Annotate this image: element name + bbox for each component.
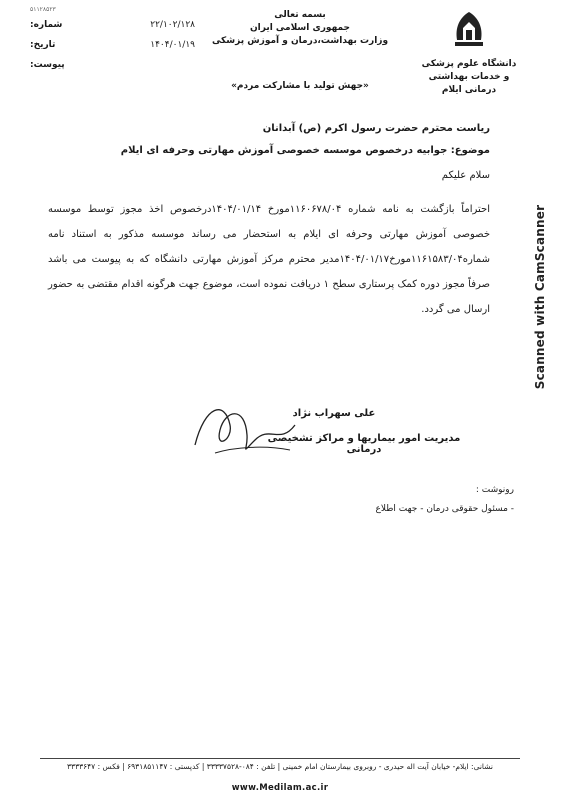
cc-item: - مسئول حقوقی درمان - جهت اطلاع	[375, 504, 514, 514]
basmala: بسمه تعالی	[274, 10, 326, 20]
university-name-line2: و خدمات بهداشتی درمانی ایلام	[428, 72, 510, 95]
number-value: ۲۲/۱۰۲/۱۲۸	[150, 20, 195, 30]
letter-body: احتراماً بازگشت به نامه شماره ۱۱۶۰۶۷۸/۰۴مورخ ۱۴۰۴/۰۱/۱۴درخصوص اخذ مجوز توسط موسسه خصوصی آموزش مهارتی وحرفه ای ایلام به استحضار می رساند موسسه مذکور به استناد نامه شماره۱۱۶۱۵۸۳/۰۴مورخ۱۴۰۴/۰۱/۱۷مدیر محترم مرکز آموزش مهارتی دانشگاه که به پیوست می باشد صرفاً مجوز دوره کمک پرستاری سطح ۱ دریافت نموده است، موضوع جهت هرگونه اقدام مقتضی به حضور ارسال می گردد.	[48, 204, 490, 315]
year-slogan: «جهش تولید با مشارکت مردم»	[231, 81, 369, 91]
meta-top-small: ۵۱۱۲۸۵۲۳	[30, 6, 56, 13]
footer-divider	[40, 758, 520, 759]
footer-address: نشانی: ایلام- خیابان آیت اله حیدری - روبروی بیمارستان امام خمینی | تلفن : ۰۸۴-۳۳۳۳۷۵۲۸ | کدپستی : ۶۹۳۱۸۵۱۱۴۷ | فکس : ۳۳۳۳۶۴۷	[67, 762, 493, 771]
meta-number-row	[30, 15, 195, 35]
footer-website: www.Medilam.ac.ir	[231, 783, 329, 793]
university-header	[414, 10, 524, 97]
university-logo-icon	[449, 10, 489, 50]
letterhead-center	[200, 10, 400, 91]
date-label: تاریخ:	[30, 40, 56, 50]
letter-recipient: ریاست محترم حضرت رسول اکرم (ص) آبدانان	[262, 123, 490, 134]
meta-date-row	[30, 35, 195, 55]
meta-attachment-row	[30, 55, 195, 75]
signatory-name: علی سهراب نژاد	[292, 408, 376, 419]
camscanner-watermark: Scanned with CamScanner	[533, 204, 547, 390]
attachment-label: پیوست:	[30, 60, 65, 70]
signatory-title: مدیریت امور بیماریها و مراکز تشخیصی درمانی	[267, 433, 461, 455]
ministry-title: وزارت بهداشت،درمان و آموزش پزشکی	[211, 36, 389, 46]
university-name-line1: دانشگاه علوم پزشکی	[421, 59, 517, 69]
date-value: ۱۴۰۴/۰۱/۱۹	[150, 40, 195, 50]
letter-greeting: سلام علیکم	[441, 170, 490, 181]
letter-subject: موضوع: جوابیه درخصوص موسسه خصوصی آموزش مهارتی وحرفه ای ایلام	[120, 145, 490, 156]
number-label: شماره:	[30, 20, 63, 30]
letter-meta	[30, 6, 195, 75]
republic-title: جمهوری اسلامی ایران	[249, 23, 351, 33]
cc-label: رونوشت :	[475, 485, 514, 495]
